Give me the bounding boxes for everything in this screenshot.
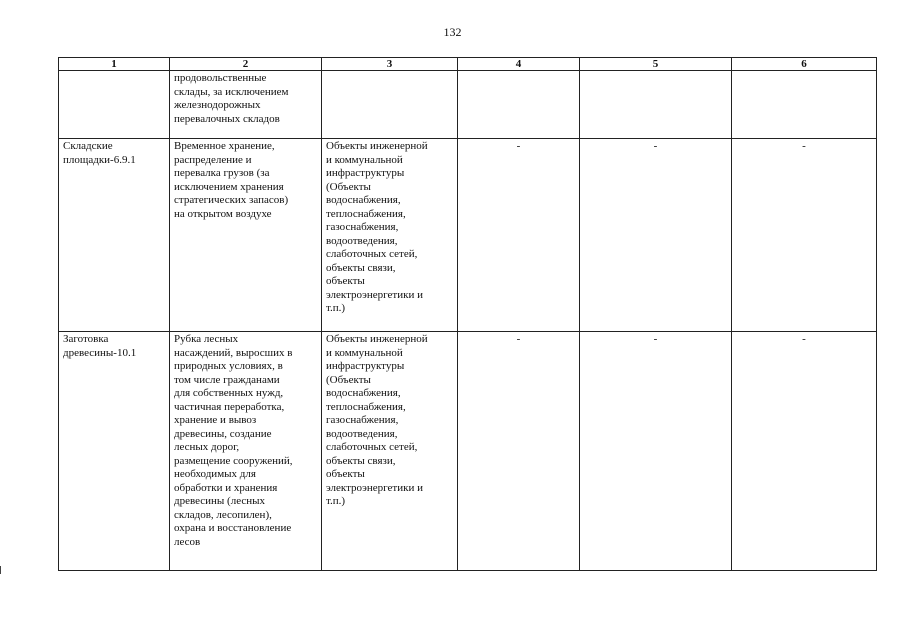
- table-row: [59, 139, 877, 332]
- column-header-2: 2: [170, 58, 322, 71]
- cell-col-6: -: [732, 332, 877, 571]
- cell-description: продовольственные склады, за исключением железнодорожных перевалочных складов: [170, 71, 322, 139]
- cell-land-use-type: Заготовка древесины-10.1: [59, 332, 170, 571]
- column-header-4: 4: [458, 58, 580, 71]
- cell-col-4: -: [458, 332, 580, 571]
- cell-permitted-objects: [322, 71, 458, 139]
- cell-col-5: [580, 71, 732, 139]
- column-header-6: 6: [732, 58, 877, 71]
- scan-edge-mark: [0, 566, 6, 574]
- cell-description: Рубка лесных насаждений, выросших в природных условиях, в том числе гражданами для собственных нужд, частичная переработка, хранение и вывоз древесины, создание лесных дорог, размещение сооружений, необходимых для обработки и хранения древесины (лесных складов, лесопилен), охрана и восстановление лесов: [170, 332, 322, 571]
- cell-description: Временное хранение, распределение и перевалка грузов (за исключением хранения стратегических запасов) на открытом воздухе: [170, 139, 322, 332]
- cell-col-4: [458, 71, 580, 139]
- column-header-5: 5: [580, 58, 732, 71]
- cell-col-4: -: [458, 139, 580, 332]
- cell-permitted-objects: Объекты инженерной и коммунальной инфраструктуры (Объекты водоснабжения, теплоснабжения, газоснабжения, водоотведения, слаботочных сетей, объекты связи, объекты электроэнергетики и т.п.): [322, 332, 458, 571]
- table-header-row: [59, 58, 877, 71]
- column-header-3: 3: [322, 58, 458, 71]
- cell-permitted-objects: Объекты инженерной и коммунальной инфраструктуры (Объекты водоснабжения, теплоснабжения, газоснабжения, водоотведения, слаботочных сетей, объекты связи, объекты электроэнергетики и т.п.): [322, 139, 458, 332]
- cell-col-5: -: [580, 139, 732, 332]
- cell-col-5: -: [580, 332, 732, 571]
- table-row: [59, 71, 877, 139]
- cell-land-use-type: Складские площадки-6.9.1: [59, 139, 170, 332]
- page-number: 132: [443, 25, 462, 39]
- column-header-1: 1: [59, 58, 170, 71]
- cell-col-6: [732, 71, 877, 139]
- cell-land-use-type: [59, 71, 170, 139]
- land-use-table: [58, 57, 877, 571]
- cell-col-6: -: [732, 139, 877, 332]
- table-row: [59, 332, 877, 571]
